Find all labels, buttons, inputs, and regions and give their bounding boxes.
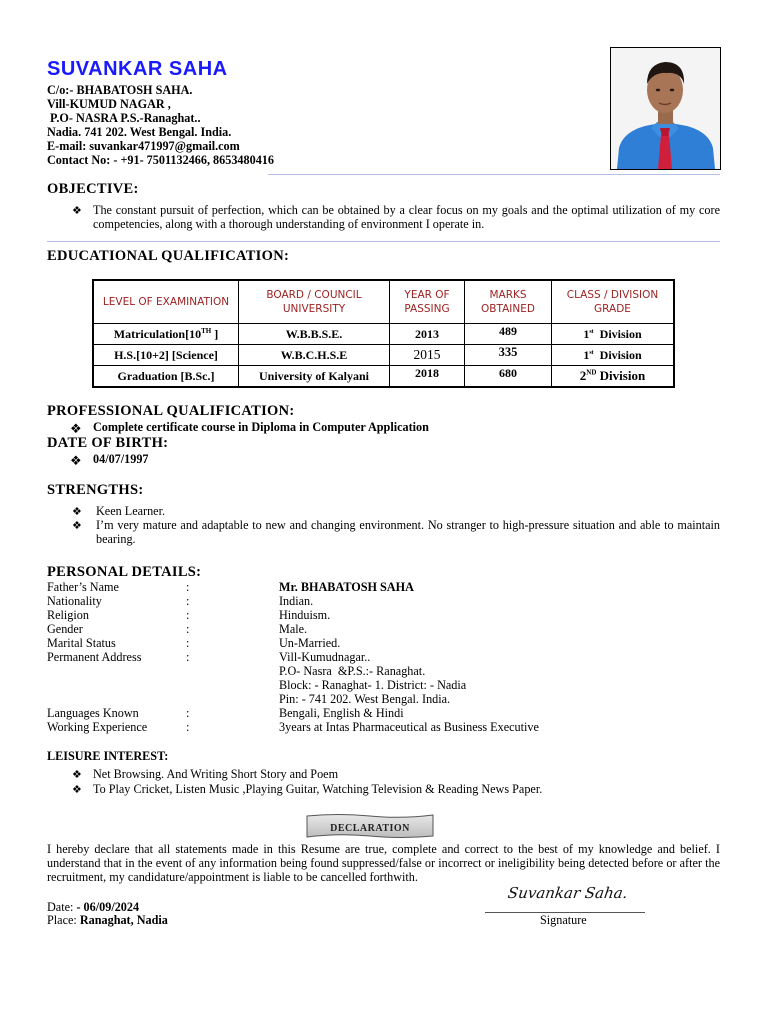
board-cell: University of Kalyani — [239, 366, 390, 388]
objective-divider — [47, 241, 720, 242]
education-table-header — [93, 280, 674, 324]
field-value: Un-Married. — [279, 636, 341, 650]
field-value: 3years at Intas Pharmaceutical as Business Executive — [279, 720, 539, 734]
diamond-bullet-icon: ❖ — [72, 784, 82, 796]
diamond-bullet-icon: ❖ — [72, 205, 82, 217]
year-cell: 2018 — [390, 366, 465, 388]
division-cell: 2ND Division — [552, 366, 675, 388]
declaration-text: I hereby declare that all statements made in this Resume are true, complete and correct to the best of my knowledge and belief. I understand that in the event of any information being found suppressed/false or incorrect or ineligibility being detected before or after the recruitment, my candidature/appointment is liable to be cancelled forthwith. — [47, 842, 720, 884]
diamond-bullet-icon: ❖ — [72, 506, 82, 518]
place-label: Place: — [47, 913, 80, 927]
declaration-banner-label: DECLARATION — [330, 823, 410, 831]
objective-text: The constant pursuit of perfection, which can be obtained by a clear focus on my goals and the optimal utilization of my core competencies, along with a thorough understanding of environment I operate in. — [93, 203, 720, 231]
date-line — [47, 900, 139, 914]
board-cell: W.B.B.S.E. — [239, 324, 390, 345]
profile-photo — [610, 47, 721, 170]
diamond-bullet-icon: ❖ — [72, 769, 82, 781]
address-line: C/o:- BHABATOSH SAHA. — [47, 83, 193, 97]
field-colon: : — [186, 608, 190, 622]
diamond-bullet-icon: ❖ — [70, 453, 82, 468]
strength-item: I’m very mature and adaptable to new and changing environment. No stranger to high-pressure situation and able to maintain bearing. — [96, 518, 720, 546]
field-label: Working Experience — [47, 720, 148, 734]
year-cell: 2013 — [390, 324, 465, 345]
leisure-item: To Play Cricket, Listen Music ,Playing Guitar, Watching Television & Reading News Paper. — [93, 782, 543, 796]
diamond-bullet-icon: ❖ — [72, 520, 82, 532]
address-line: Vill-KUMUD NAGAR , — [47, 97, 171, 111]
place-line — [47, 913, 168, 927]
field-colon: : — [186, 636, 190, 650]
level-cell: H.S.[10+2] [Science] — [93, 345, 239, 366]
field-value: Bengali, English & Hindi — [279, 706, 404, 720]
column-header: CLASS / DIVISION GRADE — [552, 280, 675, 324]
column-header: BOARD / COUNCIL UNIVERSITY — [239, 280, 390, 324]
marks-cell: 489 — [465, 324, 552, 345]
education-table — [92, 279, 675, 388]
strengths-heading: STRENGTHS: — [47, 482, 144, 498]
address-line: Nadia. 741 202. West Bengal. India. — [47, 125, 232, 139]
place-value: Ranaghat, Nadia — [79, 913, 168, 927]
field-value: Indian. — [279, 594, 314, 608]
field-colon: : — [186, 720, 190, 734]
leisure-heading: LEISURE INTEREST: — [47, 749, 169, 763]
dob-value: 04/07/1997 — [93, 452, 149, 466]
board-cell: W.B.C.H.S.E — [239, 345, 390, 366]
field-label: Permanent Address — [47, 650, 142, 664]
column-header: LEVEL OF EXAMINATION — [93, 280, 239, 324]
professional-item: Complete certificate course in Diploma in Computer Application — [93, 420, 429, 434]
division-cell: 1st Division — [552, 345, 675, 366]
profile-photo-image — [611, 48, 720, 169]
header-divider — [268, 174, 720, 175]
education-heading: EDUCATIONAL QUALIFICATION: — [47, 248, 290, 264]
strength-item: Keen Learner. — [96, 504, 166, 518]
date-value: - 06/09/2024 — [76, 900, 140, 914]
date-label: Date: — [47, 900, 77, 914]
address-extra-line: Pin: - 741 202. West Bengal. India. — [279, 692, 451, 706]
dob-heading: DATE OF BIRTH: — [47, 435, 169, 451]
field-label: Marital Status — [47, 636, 116, 650]
field-colon: : — [186, 650, 190, 664]
field-label: Gender — [47, 622, 83, 636]
diamond-bullet-icon: ❖ — [70, 421, 82, 436]
table-row — [93, 366, 674, 388]
address-extra-line: Block: - Ranaghat- 1. District: - Nadia — [279, 678, 467, 692]
email-line: E-mail: suvankar471997@gmail.com — [47, 139, 240, 153]
field-label: Nationality — [47, 594, 102, 608]
field-label: Religion — [47, 608, 89, 622]
declaration-banner — [306, 813, 434, 839]
field-value: Mr. BHABATOSH SAHA — [279, 580, 414, 594]
level-cell: Graduation [B.Sc.] — [93, 366, 239, 388]
phone-line: Contact No: - +91- 7501132466, 8653480416 — [47, 153, 274, 167]
level-cell: Matriculation[10TH ] — [93, 324, 239, 345]
table-row — [93, 324, 674, 345]
signature-label: Signature — [540, 913, 587, 927]
field-colon: : — [186, 622, 190, 636]
personal-heading: PERSONAL DETAILS: — [47, 564, 202, 580]
field-label: Languages Known — [47, 706, 139, 720]
field-value: Vill-Kumudnagar.. — [279, 650, 371, 664]
field-colon: : — [186, 706, 190, 720]
candidate-name: SUVANKAR SAHA — [47, 58, 228, 80]
address-extra-line: P.O- Nasra &P.S.:- Ranaghat. — [279, 664, 426, 678]
field-colon: : — [186, 594, 190, 608]
leisure-item: Net Browsing. And Writing Short Story and Poem — [93, 767, 339, 781]
objective-heading: OBJECTIVE: — [47, 181, 139, 197]
field-value: Hinduism. — [279, 608, 331, 622]
field-label: Father’s Name — [47, 580, 119, 594]
year-cell: 2015 — [390, 345, 465, 366]
field-value: Male. — [279, 622, 308, 636]
table-row — [93, 345, 674, 366]
marks-cell: 335 — [465, 345, 552, 366]
address-line: P.O- NASRA P.S.-Ranaghat.. — [47, 111, 201, 125]
contact-block — [47, 83, 274, 167]
column-header: MARKS OBTAINED — [465, 280, 552, 324]
field-colon: : — [186, 580, 190, 594]
marks-cell: 680 — [465, 366, 552, 388]
professional-heading: PROFESSIONAL QUALIFICATION: — [47, 403, 295, 419]
handwritten-signature: Suvankar Saha. — [506, 884, 629, 902]
column-header: YEAR OF PASSING — [390, 280, 465, 324]
division-cell: 1st Division — [552, 324, 675, 345]
